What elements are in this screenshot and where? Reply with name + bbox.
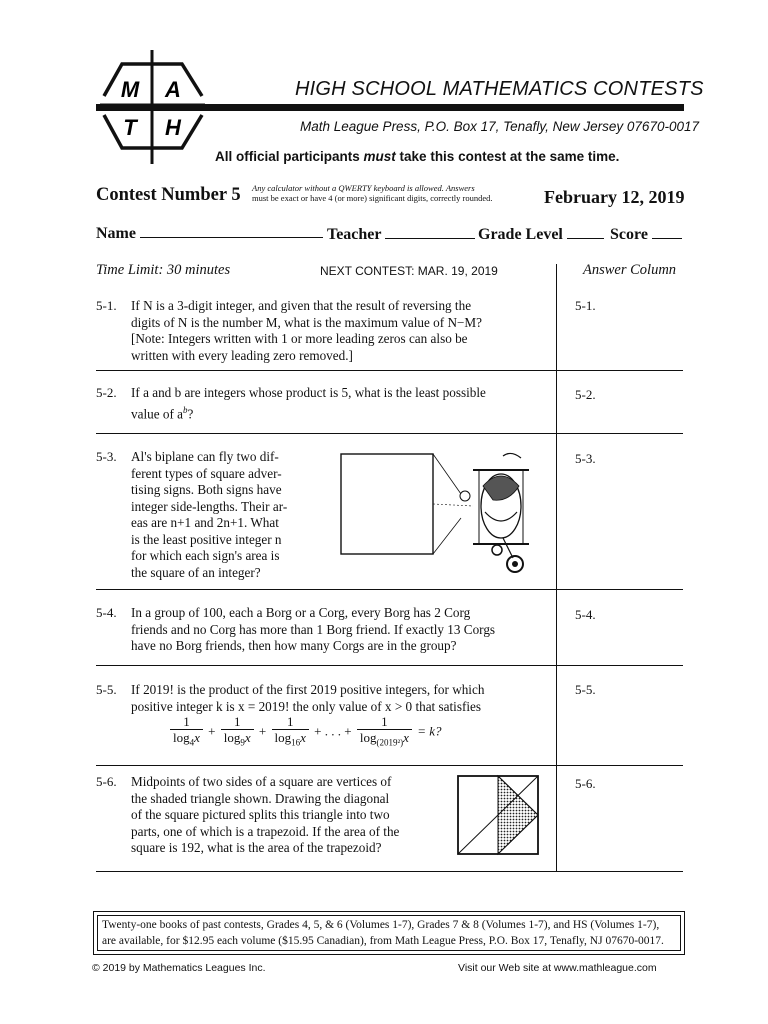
advertisement-line: are available, for $12.95 each volume ($15.95 Canadian), from Math League Press, P.O. Box 17, Tenafly, NJ 07670-0017. — [102, 935, 664, 947]
name-blank[interactable] — [140, 225, 323, 238]
divider — [96, 665, 683, 666]
grade-field[interactable] — [478, 226, 604, 244]
problem-number: 5-3. — [96, 449, 117, 464]
score-blank[interactable] — [652, 226, 682, 239]
divider — [96, 765, 683, 766]
grade-blank[interactable] — [567, 226, 604, 239]
square-triangle-diagram — [455, 773, 541, 857]
fraction: $\frac{1}{\log_{16}x}$ — [272, 714, 309, 751]
answer-column-divider — [556, 264, 557, 872]
problem-number: 5-6. — [96, 774, 117, 789]
answer-label: 5-2. — [575, 387, 596, 402]
answer-label: 5-5. — [575, 682, 596, 697]
score-field[interactable] — [610, 226, 682, 244]
svg-text:M: M — [120, 77, 140, 102]
score-label: Score — [610, 226, 648, 243]
divider — [96, 370, 683, 371]
problem-text: In a group of 100, each a Borg or a Corg, every Borg has 2 Corg friends and no Corg has more than 1 Borg friend. If exactly 13 Corgs have no Borg friends, then how many Corgs are in the group? — [131, 605, 496, 653]
divider — [96, 589, 683, 590]
advertisement-line: Twenty-one books of past contests, Grades 4, 5, & 6 (Volumes 1-7), Grades 7 & 8 (Volumes 1-7), and HS (Volumes 1-7), — [102, 919, 660, 931]
svg-text:T: T — [123, 115, 137, 140]
page-title: HIGH SCHOOL MATHEMATICS CONTESTS — [295, 78, 704, 100]
problem-text: Midpoints of two sides of a square are vertices of the shaded triangle shown. Drawing the diagonal of the square pictured splits this triangle into two parts, one of which is a trapezoid. If the area of the square is 192, what is the area of the trapezoid? — [131, 774, 400, 855]
name-field[interactable] — [96, 225, 323, 243]
copyright: © 2019 by Mathematics Leagues Inc. — [92, 962, 266, 974]
books-advertisement-box — [93, 911, 685, 955]
teacher-label: Teacher — [327, 226, 382, 243]
answer-label: 5-1. — [575, 298, 596, 313]
participation-notice: All official participants must take this contest at the same time. — [215, 149, 620, 164]
fraction: $\frac{1}{\log_9x}$ — [221, 714, 254, 751]
biplane-with-sign-illustration — [333, 446, 533, 580]
svg-text:A: A — [165, 77, 181, 102]
teacher-blank[interactable] — [385, 226, 475, 239]
fraction: $\frac{1}{\log_{(2019^2)}x}$ — [357, 714, 412, 751]
website-link[interactable]: Visit our Web site at www.mathleague.com — [458, 962, 657, 974]
problem-text: Al's biplane can fly two dif- ferent types of square adver- tising signs. Both signs have integer side-lengths. Their ar- eas are n+1 and 2n+1. What is the least positive integer n for which each sign's area is the square of an integer? — [131, 449, 288, 580]
header-rule — [96, 104, 684, 111]
problem-number: 5-4. — [96, 605, 117, 620]
answer-column-heading: Answer Column — [583, 262, 677, 278]
contest-date: February 12, 2019 — [544, 187, 685, 207]
time-limit: Time Limit: 30 minutes — [96, 262, 231, 278]
divider — [96, 871, 683, 872]
problem-text: If 2019! is the product of the first 2019 positive integers, for which positive integer k is x = 2019! the only value of x > 0 that satisfies — [131, 682, 485, 714]
problem-number: 5-5. — [96, 682, 117, 697]
log-equation: $\frac{1}{\log_4x}$ + $\frac{1}{\log_9x}$ + $\frac{1}{\log_{16}x}$ + . . . + $\frac{1}{\log_{(2019^2)}x}$ = k? — [168, 714, 441, 751]
fraction: $\frac{1}{\log_4x}$ — [170, 714, 203, 751]
next-contest: NEXT CONTEST: MAR. 19, 2019 — [320, 264, 498, 278]
problem-text: If a and b are integers whose product is 5, what is the least possible value of $a^b$? — [131, 385, 486, 421]
problem-number: 5-1. — [96, 298, 117, 313]
problem-text: If N is a 3-digit integer, and given that the result of reversing the digits of N is the number M, what is the maximum value of N−M? [Note: Integers written with 1 or more leading zeros can also be written with every leading zero removed.] — [131, 298, 482, 363]
name-label: Name — [96, 225, 136, 242]
teacher-field[interactable] — [327, 226, 475, 244]
problem-number: 5-2. — [96, 385, 117, 400]
divider — [96, 433, 683, 434]
answer-label: 5-3. — [575, 451, 596, 466]
svg-text:H: H — [165, 115, 181, 140]
calculator-note: Any calculator without a QWERTY keyboard is allowed. Answers must be exact or have 4 (or more) significant digits, correctly rounded. — [252, 183, 493, 203]
contest-number: Contest Number 5 — [96, 185, 241, 205]
grade-label: Grade Level — [478, 226, 563, 243]
publisher-address: Math League Press, P.O. Box 17, Tenafly, New Jersey 07670-0017 — [300, 119, 699, 134]
answer-label: 5-6. — [575, 776, 596, 791]
answer-label: 5-4. — [575, 607, 596, 622]
